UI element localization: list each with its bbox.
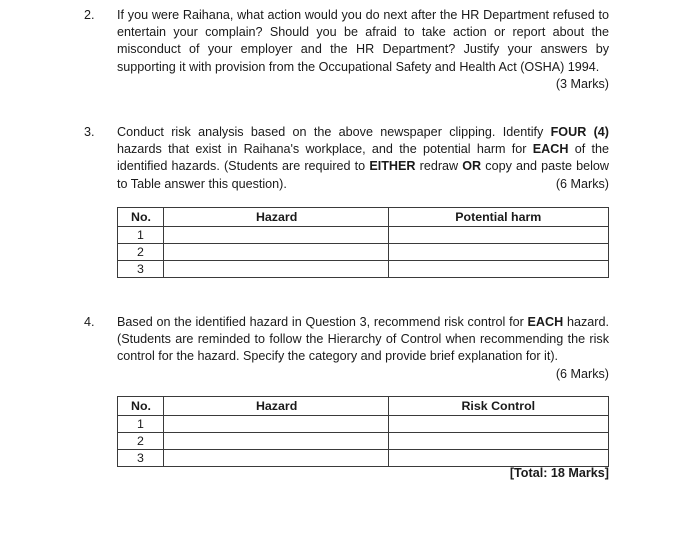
question-line: hazards that exist in Raihana's workplace, and the potential harm for EACH of the <box>117 142 609 157</box>
question-line: Conduct risk analysis based on the above newspaper clipping. Identify FOUR (4) <box>117 125 609 139</box>
answer-cell[interactable] <box>163 450 388 467</box>
question-text <box>117 314 609 383</box>
total-marks: [Total: 18 Marks] <box>509 466 609 480</box>
column-header: Hazard <box>163 208 388 227</box>
table-row <box>118 244 609 261</box>
row-number: 3 <box>118 261 164 278</box>
answer-cell[interactable] <box>388 227 608 244</box>
answer-cell[interactable] <box>388 450 608 467</box>
answer-cell[interactable] <box>388 433 608 450</box>
question-text <box>117 7 609 93</box>
question-line: misconduct of your employer and the HR Department? Justify your answers by <box>117 42 609 57</box>
column-header: No. <box>118 208 164 227</box>
question-line: identified hazards. (Students are required to EITHER redraw OR copy and paste below <box>117 159 609 174</box>
table-row <box>118 450 609 467</box>
hazard-harm-table <box>117 207 609 278</box>
table-header-row <box>118 208 609 227</box>
marks-label: (6 Marks) <box>555 176 609 191</box>
answer-cell[interactable] <box>163 244 388 261</box>
column-header: Hazard <box>163 397 388 416</box>
question-number: 3. <box>84 125 95 139</box>
column-header: Risk Control <box>388 397 608 416</box>
table-row <box>118 261 609 278</box>
table-header-row <box>118 397 609 416</box>
question-line: If you were Raihana, what action would you do next after the HR Department refused to <box>117 8 609 22</box>
answer-cell[interactable] <box>163 416 388 433</box>
question-line: Based on the identified hazard in Question 3, recommend risk control for EACH hazard. <box>117 315 609 329</box>
question-line: entertain your complain? Should you be afraid to take action or report about the <box>117 25 609 40</box>
row-number: 3 <box>118 450 164 467</box>
table-row <box>118 433 609 450</box>
question-text <box>117 124 609 193</box>
answer-cell[interactable] <box>388 416 608 433</box>
table-row <box>118 227 609 244</box>
question-number: 4. <box>84 315 95 329</box>
row-number: 2 <box>118 433 164 450</box>
answer-cell[interactable] <box>163 227 388 244</box>
answer-cell[interactable] <box>388 244 608 261</box>
table-row <box>118 416 609 433</box>
answer-cell[interactable] <box>163 433 388 450</box>
question-line: (Students are reminded to follow the Hierarchy of Control when recommending the risk <box>117 332 609 347</box>
row-number: 1 <box>118 416 164 433</box>
row-number: 2 <box>118 244 164 261</box>
answer-cell[interactable] <box>163 261 388 278</box>
marks-label: (3 Marks) <box>555 76 609 91</box>
question-line: supporting it with provision from the Occupational Safety and Health Act (OSHA) 1994. <box>117 59 600 74</box>
hazard-control-table <box>117 396 609 467</box>
marks-label: (6 Marks) <box>555 366 609 381</box>
question-number: 2. <box>84 8 95 22</box>
column-header: No. <box>118 397 164 416</box>
answer-cell[interactable] <box>388 261 608 278</box>
question-line: control for the hazard. Specify the category and provide brief explanation for it). <box>117 349 559 364</box>
column-header: Potential harm <box>388 208 608 227</box>
question-line: to Table answer this question). (6 Marks) <box>117 176 609 193</box>
row-number: 1 <box>118 227 164 244</box>
